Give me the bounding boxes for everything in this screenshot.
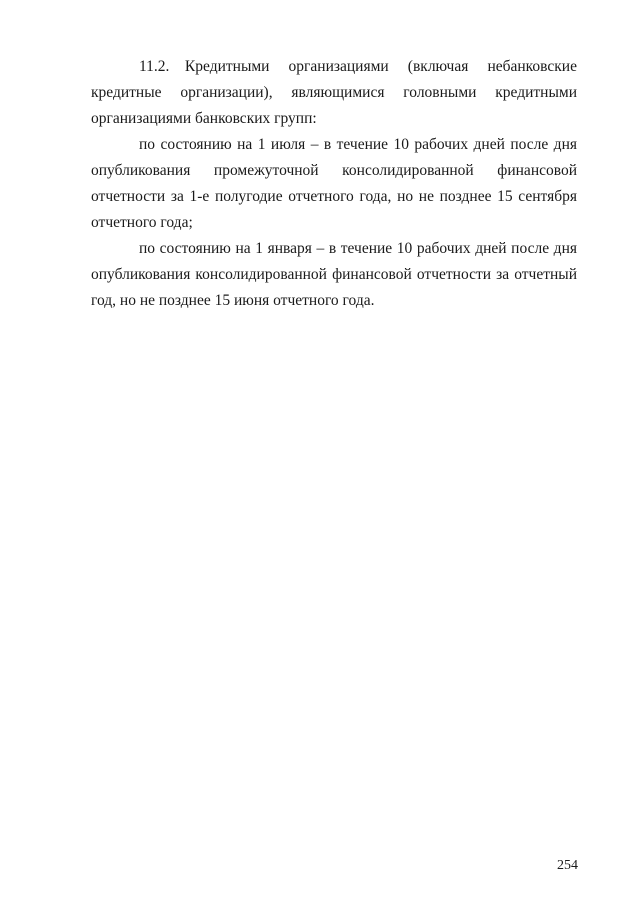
page-number: 254 bbox=[557, 858, 578, 873]
document-body bbox=[91, 54, 577, 314]
paragraph-january-deadline: по состоянию на 1 января – в течение 10 рабочих дней после дня опубликования консолидированной финансовой отчетности за отчетный год, но не позднее 15 июня отчетного года. bbox=[91, 240, 577, 309]
paragraph-july-deadline: по состоянию на 1 июля – в течение 10 рабочих дней после дня опубликования промежуточной консолидированной финансовой отчетности за 1-е полугодие отчетного года, но не позднее 15 сентября отчетного года; bbox=[91, 136, 577, 231]
paragraph-11-2: 11.2. Кредитными организациями (включая небанковские кредитные организации), являющимися головными кредитными организациями банковских групп: bbox=[91, 58, 577, 127]
